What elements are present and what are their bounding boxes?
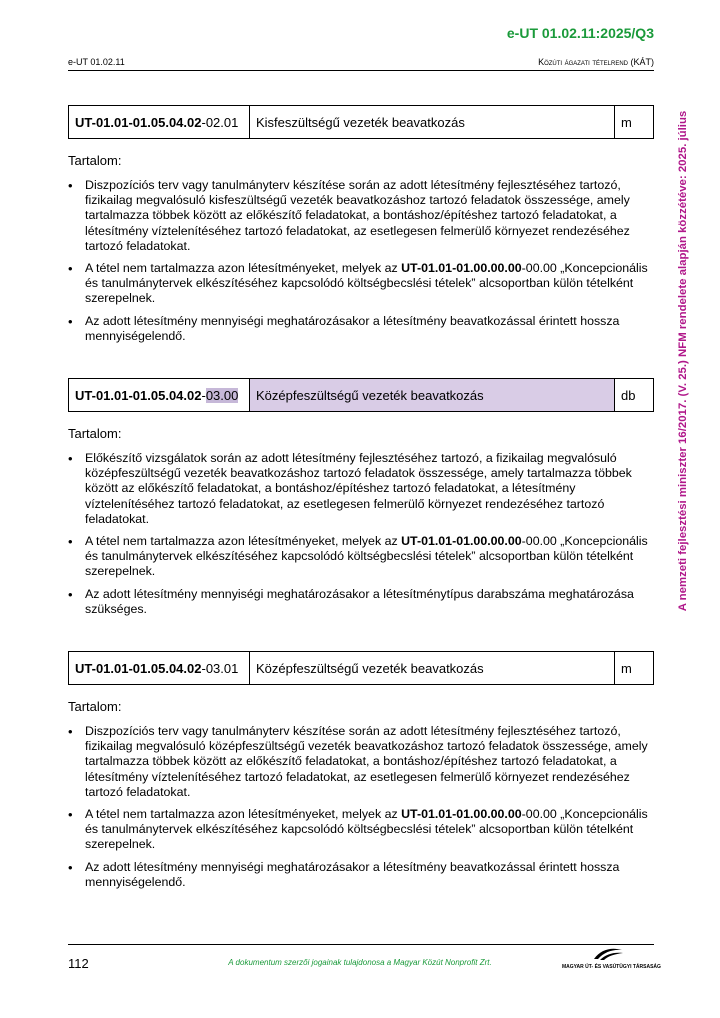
item-name: Középfeszültségű vezeték beavatkozás [250, 652, 615, 685]
tartalom-label: Tartalom: [68, 699, 122, 715]
item-unit: m [615, 652, 654, 685]
running-header-left: e-UT 01.02.11 [68, 57, 125, 67]
item-unit: db [615, 379, 654, 412]
item-name: Kisfeszültségű vezeték beavatkozás [250, 106, 615, 139]
swoosh-logo-icon [592, 946, 624, 962]
item-unit: m [615, 106, 654, 139]
item-block [68, 651, 654, 890]
copyright-notice: A dokumentum szerzői jogainak tulajdonosa a Magyar Közút Nonprofit Zrt. [228, 958, 492, 967]
bullet-item [68, 807, 654, 853]
item-code-table [68, 651, 654, 685]
bullet-text: Diszpozíciós terv vagy tanulmányterv készítése során az adott létesítmény fejlesztéséhez tartozó, fizikailag megvalósuló kisfeszültségű vezeték beavatkozáshoz tartozó feladatok összessége, amely tartalmazza többek között az előkészítő feladatokat, a bontáshoz/építéshez tartozó feladatokat, a létesítmény víztelenítéséhez tartozó feladatokat, az esetlegesen felmerülő környezet rendezéséhez tartozó feladatokat. [85, 178, 630, 253]
item-code-table [68, 105, 654, 139]
item-code-highlight: 03.00 [205, 387, 239, 403]
document-id: e-UT 01.02.11:2025/Q3 [506, 25, 654, 41]
bullet-item [68, 261, 654, 307]
bullet-list [68, 451, 654, 617]
item-block [68, 105, 654, 344]
bullet-text: Az adott létesítmény mennyiségi meghatározásakor a létesítmény beavatkozással érintett hossza mennyiségelendő. [85, 859, 620, 889]
bullet-text-post: -00.00 „Koncepcionális és tanulmánytervek elkészítéséhez kapcsolódó költségbecslési tételek” alcsoportban külön tételként szerepelnek. [85, 534, 648, 579]
publisher-logo [562, 946, 661, 970]
bullet-text: A tétel nem tartalmazza azon létesítményeket, melyek az [85, 534, 402, 549]
logo-text: MAGYAR ÚT- ÉS VASÚTÜGYI TÁRSASÁG [562, 964, 661, 970]
bullet-text-post: -00.00 „Koncepcionális és tanulmánytervek elkészítéséhez kapcsolódó költségbecslési tételek” alcsoportban külön tételként szerepelnek. [85, 261, 648, 306]
side-note-text: A nemzeti fejlesztési miniszter 16/2017. (V. 25.) NFM rendelete alapján közzétéve: 2025. július [677, 110, 689, 612]
item-code-bold: UT-01.01-01.05.04.02 [75, 660, 202, 676]
bullet-text-post: -00.00 „Koncepcionális és tanulmánytervek elkészítéséhez kapcsolódó költségbecslési tételek” alcsoportban külön tételként szerepelnek. [85, 807, 648, 852]
bullet-item [68, 724, 654, 800]
item-code-bold: UT-01.01-01.05.04.02 [75, 114, 202, 130]
bullet-text: Előkészítő vizsgálatok során az adott létesítmény fejlesztéséhez tartozó, a fizikailag megvalósuló középfeszültségű vezeték beavatkozáshoz tartozó feladatok összessége, amely tartalmazza többek között az előkészítő feladatokat, a bontáshoz/építéshez tartozó feladatokat, a létesítmény víztelenítéséhez tartozó feladatokat, az esetlegesen felmerülő környezet rendezéséhez tartozó feladatokat. [85, 451, 632, 526]
item-code-table [68, 378, 654, 412]
bullet-text: Az adott létesítmény mennyiségi meghatározásakor a létesítménytípus darabszáma meghatározása szükséges. [85, 586, 634, 616]
header-rule [68, 70, 654, 71]
bullet-code-ref: UT-01.01-01.00.00.00 [401, 534, 522, 549]
item-name: Középfeszültségű vezeték beavatkozás [250, 379, 615, 412]
bullet-item [68, 534, 654, 580]
bullet-item [68, 587, 654, 617]
item-code-suffix: -03.01 [201, 660, 239, 676]
bullet-code-ref: UT-01.01-01.00.00.00 [401, 807, 522, 822]
bullet-item [68, 314, 654, 344]
item-code-suffix: - [201, 387, 206, 403]
bullet-text: A tétel nem tartalmazza azon létesítményeket, melyek az [85, 261, 402, 276]
item-code [69, 106, 250, 139]
item-code-suffix: -02.01 [201, 114, 239, 130]
bullet-item [68, 178, 654, 254]
running-header-right: Közúti ágazati tételrend (KÁT) [538, 57, 654, 67]
item-code [69, 652, 250, 685]
side-note [676, 95, 690, 627]
tartalom-label: Tartalom: [68, 153, 122, 168]
bullet-item [68, 451, 654, 527]
item-code-bold: UT-01.01-01.05.04.02 [75, 387, 202, 403]
footer-rule [68, 944, 654, 945]
bullet-text: A tétel nem tartalmazza azon létesítményeket, melyek az [85, 807, 402, 822]
bullet-text: Diszpozíciós terv vagy tanulmányterv készítése során az adott létesítmény fejlesztéséhez tartozó, fizikailag megvalósuló középfeszültségű vezeték beavatkozáshoz tartozó feladatok összessége, amely tartalmazza többek között az előkészítő feladatokat, a bontáshoz/építéshez tartozó feladatokat, a létesítmény víztelenítéséhez tartozó feladatokat, az esetlegesen felmerülő környezet rendezéséhez tartozó feladatokat. [85, 724, 648, 799]
item-block [68, 378, 654, 617]
bullet-list [68, 178, 654, 344]
bullet-code-ref: UT-01.01-01.00.00.00 [401, 261, 522, 276]
item-list [68, 105, 654, 924]
item-code [69, 379, 250, 412]
bullet-item [68, 860, 654, 890]
bullet-list [68, 724, 654, 890]
tartalom-label: Tartalom: [68, 426, 122, 442]
page-number: 112 [68, 956, 89, 971]
bullet-text: Az adott létesítmény mennyiségi meghatározásakor a létesítmény beavatkozással érintett hossza mennyiségelendő. [85, 313, 620, 343]
